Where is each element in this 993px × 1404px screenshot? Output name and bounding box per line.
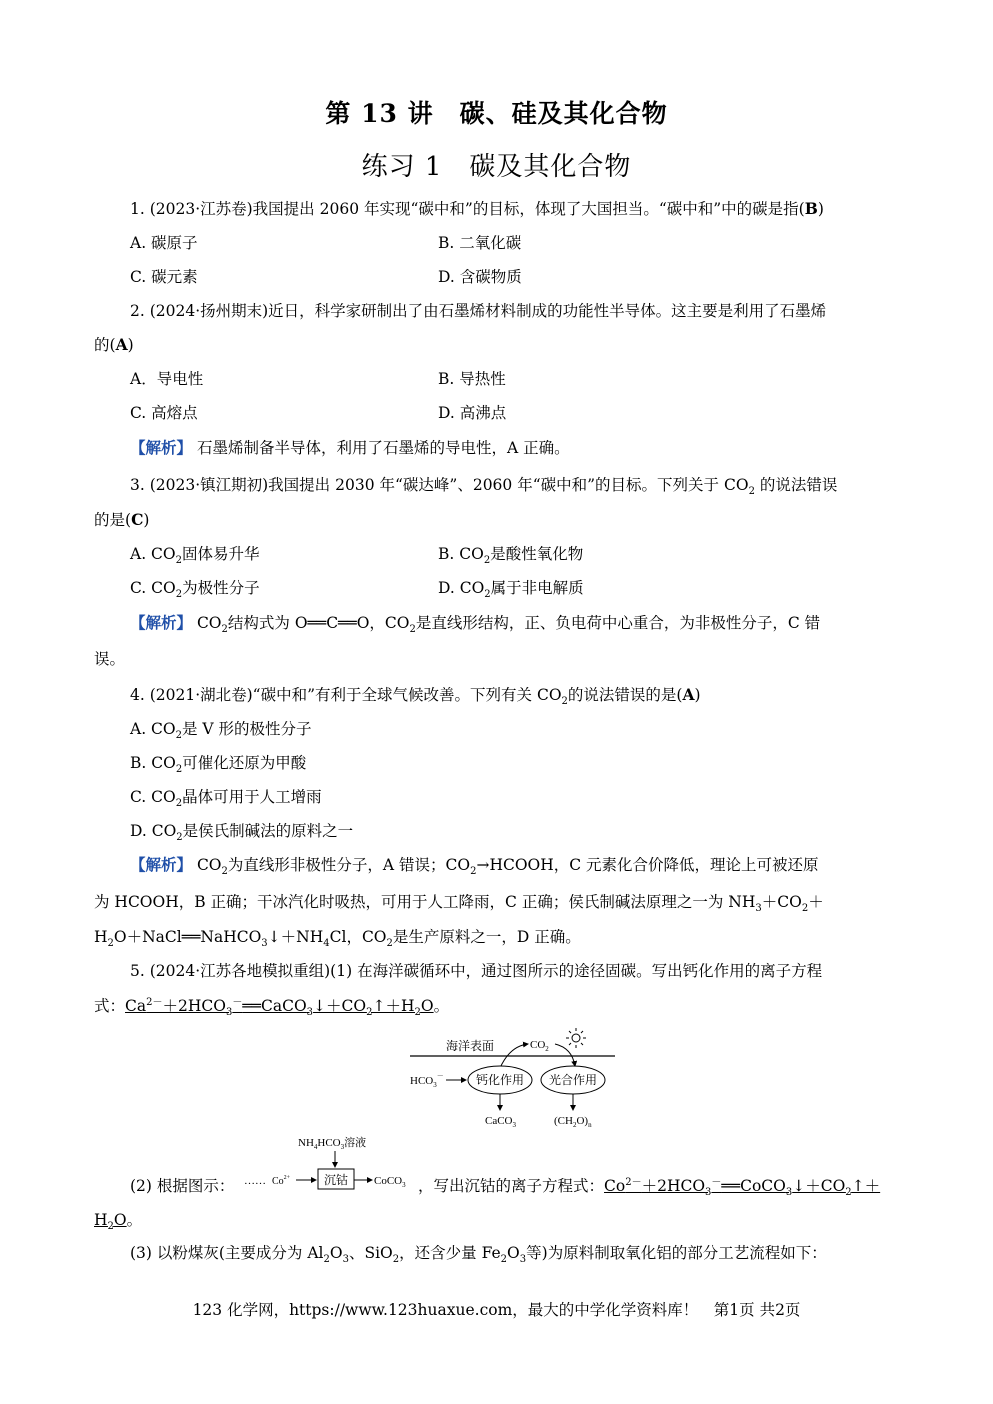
q5-answer-2: $Co^{2-}+2HCO_3^-══CoCO_3↓+CO_2↑+$ xyxy=(604,1176,881,1199)
q5-answer-1: $Ca^{2-}+2HCO_3^-══CaCO_3↓+CO_2↑+H_2O$ xyxy=(125,996,434,1019)
cobalt-precipitation-flow xyxy=(240,1130,418,1194)
caco3-label: CaCO$_3$ xyxy=(485,1115,516,1129)
q4-option-d: D. $CO_2$是侯氏制碱法的原料之一 xyxy=(130,822,354,844)
q2-answer: A xyxy=(115,335,128,354)
q1-stem: 1. (2023·江苏卷)我国提出 2060 年实现“碳中和”的目标，体现了大国担当。“碳中和”中的碳是指(B) xyxy=(130,199,824,218)
product-label: CoCO$_3$ xyxy=(374,1175,406,1189)
co-ion-label: $Co^{2+}$ xyxy=(272,1175,291,1187)
q2-stem-line2: 的(A) xyxy=(94,335,134,354)
q5-stem-line1: 5. (2024·江苏各地模拟重组)(1) 在海洋碳循环中，通过图所示的途径固碳。写出钙化作用的离子方程 xyxy=(130,962,823,980)
q4-option-c: C. $CO_2$晶体可用于人工增雨 xyxy=(130,788,322,810)
q3-option-c: C. $CO_2$为极性分子 xyxy=(130,579,260,601)
q3-answer: C xyxy=(131,510,144,529)
q3-stem-line1: 3. (2023·镇江期初)我国提出 2030 年“碳达峰”、2060 年“碳中和”的目标。下列关于 $CO_2$ 的说法错误 xyxy=(130,476,838,498)
analysis-tag: 【解析】 xyxy=(130,613,193,632)
q4-option-b: B. $CO_2$可催化还原为甲酸 xyxy=(130,754,307,776)
q2-analysis: 【解析】 石墨烯制备半导体，利用了石墨烯的导电性，A 正确。 xyxy=(130,438,570,457)
q5-part2: (2) 根据图示： xyxy=(130,1177,235,1195)
lecture-title: 第 13 讲 碳、硅及其化合物 xyxy=(325,99,668,128)
hco3-label: $HCO_3^-$ xyxy=(410,1072,444,1089)
ocean-carbon-cycle-diagram xyxy=(400,1026,620,1134)
q2-option-a: A．导电性 xyxy=(130,370,204,388)
q2-option-c: C. 高熔点 xyxy=(130,404,198,422)
q5-part2-line2: $H_2O$。 xyxy=(94,1211,143,1233)
q3-option-d: D. $CO_2$属于非电解质 xyxy=(438,579,584,601)
q5-stem-line2: 式：$Ca^{2-}+2HCO_3^-══CaCO_3↓+CO_2↑+H_2O$。 xyxy=(94,996,450,1019)
photosynthesis-label: 光合作用 xyxy=(548,1073,598,1087)
exercise-title: 练习 1 碳及其化合物 xyxy=(361,152,632,182)
ch2o-label: $(CH_2O)_n$ xyxy=(554,1115,592,1129)
q4-analysis-line1: 【解析】 $CO_2$为直线形非极性分子，A 错误；$CO_2\to HCOOH$，C 元素化合价降低，理论上可被还原 xyxy=(130,855,819,878)
q5-part3: (3) 以粉煤灰(主要成分为 $Al_2O_3$、SiO$_2$，还含少量 $Fe_2O_3$等)为原料制取氧化铝的部分工艺流程如下： xyxy=(130,1244,827,1266)
analysis-tag: 【解析】 xyxy=(130,855,193,874)
q4-answer: A xyxy=(682,685,695,704)
q5-part2-cont: ，写出沉钴的离子方程式：$Co^{2-}+2HCO_3^-══CoCO_3↓+CO_2↑+$ xyxy=(418,1176,881,1199)
q4-analysis-line2: 为 HCOOH，B 正确；干冰汽化时吸热，可用于人工降雨，C 正确；侯氏制碱法原理之一为 $NH_3+CO_2+$ xyxy=(94,893,824,915)
q3-stem-line2: 的是(C) xyxy=(94,510,150,529)
sea-surface-label: 海洋表面 xyxy=(446,1039,495,1053)
q4-option-a: A. $CO_2$是 V 形的极性分子 xyxy=(130,720,312,742)
sun-icon xyxy=(566,1028,586,1048)
q2-option-b: B. 导热性 xyxy=(438,370,506,388)
page-footer: 123 化学网，https://www.123huaxue.com，最大的中学化学资料库！ 第1页 共2页 xyxy=(192,1301,801,1319)
co2-label: $CO_2$ xyxy=(530,1039,549,1053)
q3-analysis-line2: 误。 xyxy=(94,650,126,668)
dots-label: …… xyxy=(244,1175,266,1187)
q1-answer: B xyxy=(804,199,818,218)
q4-analysis-line3: $H_2O+NaCl══NaHCO_3↓+NH_4Cl$，$CO_2$是生产原料之一，D 正确。 xyxy=(94,928,581,950)
reagent-label: $NH_4HCO_3$溶液 xyxy=(298,1137,367,1151)
q2-option-d: D. 高沸点 xyxy=(438,404,507,422)
q1-option-d: D. 含碳物质 xyxy=(438,268,522,286)
q3-option-a: A. $CO_2$固体易升华 xyxy=(130,545,260,567)
co2-uptake-arrow xyxy=(555,1044,575,1066)
q3-option-b: B. $CO_2$是酸性氧化物 xyxy=(438,545,584,567)
calcification-label: 钙化作用 xyxy=(475,1073,525,1087)
q1-option-a: A. 碳原子 xyxy=(130,234,198,252)
q4-stem: 4. (2021·湖北卷)“碳中和”有利于全球气候改善。下列有关 $CO_2$的说法错误的是(A) xyxy=(130,685,701,708)
analysis-tag: 【解析】 xyxy=(130,438,193,457)
q2-stem-line1: 2. (2024·扬州期末)近日，科学家研制出了由石墨烯材料制成的功能性半导体。这主要是利用了石墨烯 xyxy=(130,302,827,320)
q1-option-b: B. 二氧化碳 xyxy=(438,234,522,252)
q3-analysis: 【解析】 $CO_2$结构式为 O══C══O，$CO_2$是直线形结构，正、负电荷中心重合，为非极性分子，C 错 xyxy=(130,613,821,636)
precipitation-label: 沉钴 xyxy=(323,1173,349,1187)
q1-option-c: C. 碳元素 xyxy=(130,268,198,286)
